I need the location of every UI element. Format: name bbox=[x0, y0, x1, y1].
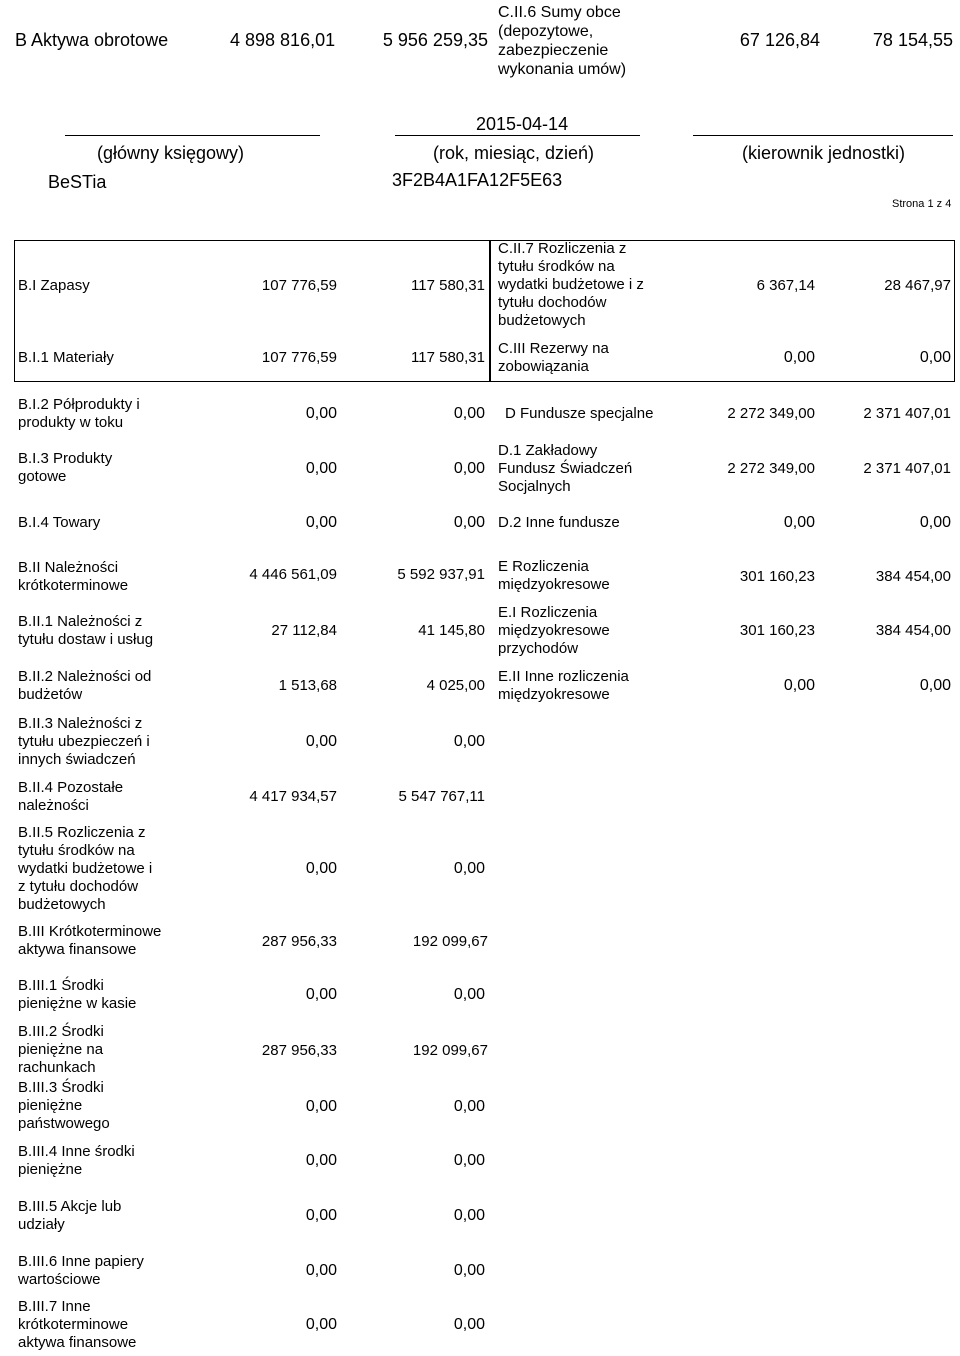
liability-value-2: 0,00 bbox=[919, 514, 951, 531]
asset-label-b-ii-4: B.II.4 Pozostałe należności bbox=[18, 779, 124, 814]
top-row-value-4: 78 154,55 bbox=[872, 30, 953, 50]
signature-right-caption: (kierownik jednostki) bbox=[742, 143, 906, 163]
asset-value-1: 0,00 bbox=[305, 1316, 337, 1333]
liability-value-1: 301 160,23 bbox=[739, 568, 815, 585]
liability-value-2: 2 371 407,01 bbox=[863, 405, 951, 422]
liability-label-d-1: D.1 Zakładowy Fundusz Świadczeń Socjalnych bbox=[498, 442, 633, 495]
liability-value-1: 0,00 bbox=[783, 677, 815, 694]
liability-value-2: 28 467,97 bbox=[884, 277, 951, 294]
signature-left-caption: (główny księgowy) bbox=[97, 143, 245, 163]
liability-value-2: 384 454,00 bbox=[875, 622, 951, 639]
asset-value-2: 4 025,00 bbox=[426, 677, 485, 694]
liability-label-c-ii-7: C.II.7 Rozliczenia z tytułu środków na wydatki budżetowe i z tytułu dochodów budżetowych bbox=[498, 240, 644, 329]
liability-label-c-iii: C.III Rezerwy na zobowiązania bbox=[498, 340, 609, 375]
asset-value-2: 0,00 bbox=[453, 460, 485, 477]
asset-value-2: 5 592 937,91 bbox=[397, 566, 485, 583]
asset-label-b-i: B.I Zapasy bbox=[18, 277, 90, 294]
asset-value-2: 192 099,67 bbox=[412, 933, 488, 950]
asset-value-2: 0,00 bbox=[453, 986, 485, 1003]
asset-value-1: 0,00 bbox=[305, 460, 337, 477]
top-row-mid-label: C.II.6 Sumy obce (depozytowe, zabezpieczenie wykonania umów) bbox=[498, 4, 627, 78]
asset-value-2: 192 099,67 bbox=[412, 1042, 488, 1059]
asset-label-b-ii-2: B.II.2 Należności od budżetów bbox=[18, 668, 152, 703]
asset-value-2: 5 547 767,11 bbox=[398, 788, 485, 805]
signature-line-mid bbox=[395, 135, 640, 136]
liability-value-1: 6 367,14 bbox=[756, 277, 815, 294]
asset-label-b-ii-3: B.II.3 Należności z tytułu ubezpieczeń i innych świadczeń bbox=[18, 715, 150, 768]
signature-date: 2015-04-14 bbox=[476, 114, 569, 134]
software-name: BeSTia bbox=[48, 172, 107, 192]
asset-label-b-ii-5: B.II.5 Rozliczenia z tytułu środków na wydatki budżetowe i z tytułu dochodów budżetowych bbox=[18, 824, 153, 913]
asset-value-1: 0,00 bbox=[305, 1152, 337, 1169]
liability-label-d: D Fundusze specjalne bbox=[505, 405, 654, 422]
asset-value-2: 0,00 bbox=[453, 1262, 485, 1279]
asset-label-b-ii-1: B.II.1 Należności z tytułu dostaw i usług bbox=[18, 613, 154, 648]
liability-value-2: 0,00 bbox=[919, 677, 951, 694]
asset-value-1: 287 956,33 bbox=[261, 933, 337, 950]
asset-value-2: 0,00 bbox=[453, 1316, 485, 1333]
asset-label-b-ii: B.II Należności krótkoterminowe bbox=[18, 559, 129, 594]
liability-label-e-i: E.I Rozliczenia międzyokresowe przychodów bbox=[498, 604, 610, 657]
asset-value-2: 0,00 bbox=[453, 1098, 485, 1115]
asset-label-b-iii-4: B.III.4 Inne środki pieniężne bbox=[18, 1143, 135, 1178]
signature-line-right bbox=[693, 135, 953, 136]
asset-value-1: 107 776,59 bbox=[261, 349, 337, 366]
top-row-value-3: 67 126,84 bbox=[739, 30, 820, 50]
asset-label-b-iii-6: B.III.6 Inne papiery wartościowe bbox=[18, 1253, 144, 1288]
asset-value-1: 0,00 bbox=[305, 860, 337, 877]
liability-value-1: 301 160,23 bbox=[739, 622, 815, 639]
top-row-value-1: 4 898 816,01 bbox=[230, 30, 336, 50]
liability-value-1: 0,00 bbox=[783, 349, 815, 366]
asset-value-1: 287 956,33 bbox=[261, 1042, 337, 1059]
liability-label-e: E Rozliczenia międzyokresowe bbox=[498, 558, 610, 593]
asset-value-2: 0,00 bbox=[453, 860, 485, 877]
document-code: 3F2B4A1FA12F5E63 bbox=[392, 170, 563, 190]
asset-value-2: 117 580,31 bbox=[411, 277, 485, 294]
liability-label-d-2: D.2 Inne fundusze bbox=[498, 514, 620, 531]
signature-line-left bbox=[65, 135, 320, 136]
asset-value-1: 0,00 bbox=[305, 1262, 337, 1279]
asset-value-2: 0,00 bbox=[453, 1207, 485, 1224]
asset-value-1: 107 776,59 bbox=[261, 277, 337, 294]
asset-value-2: 0,00 bbox=[453, 733, 485, 750]
asset-value-1: 27 112,84 bbox=[271, 622, 337, 639]
asset-label-b-iii-2: B.III.2 Środki pieniężne na rachunkach bbox=[18, 1023, 104, 1076]
asset-label-b-i-1: B.I.1 Materiały bbox=[18, 349, 114, 366]
asset-value-1: 4 417 934,57 bbox=[249, 788, 337, 805]
asset-value-2: 0,00 bbox=[453, 405, 485, 422]
asset-value-1: 0,00 bbox=[305, 1098, 337, 1115]
signature-mid-caption: (rok, miesiąc, dzień) bbox=[433, 143, 595, 163]
asset-value-1: 0,00 bbox=[305, 1207, 337, 1224]
asset-label-b-iii-1: B.III.1 Środki pieniężne w kasie bbox=[18, 977, 137, 1012]
asset-label-b-i-3: B.I.3 Produkty gotowe bbox=[18, 450, 113, 485]
liability-value-1: 0,00 bbox=[783, 514, 815, 531]
asset-label-b-iii-7: B.III.7 Inne krótkoterminowe aktywa finansowe bbox=[18, 1298, 137, 1351]
asset-label-b-iii-5: B.III.5 Akcje lub udziały bbox=[18, 1198, 122, 1233]
liability-value-1: 2 272 349,00 bbox=[727, 405, 815, 422]
asset-value-1: 0,00 bbox=[305, 514, 337, 531]
liability-value-2: 2 371 407,01 bbox=[863, 460, 951, 477]
liability-value-2: 384 454,00 bbox=[875, 568, 951, 585]
asset-value-1: 0,00 bbox=[305, 733, 337, 750]
asset-value-1: 0,00 bbox=[305, 986, 337, 1003]
asset-value-1: 1 513,68 bbox=[278, 677, 337, 694]
liability-value-2: 0,00 bbox=[919, 349, 951, 366]
asset-label-b-iii: B.III Krótkoterminowe aktywa finansowe bbox=[18, 923, 162, 958]
asset-value-1: 4 446 561,09 bbox=[249, 566, 337, 583]
asset-value-2: 0,00 bbox=[453, 514, 485, 531]
asset-label-b-iii-3: B.III.3 Środki pieniężne państwowego bbox=[18, 1079, 110, 1132]
liability-value-1: 2 272 349,00 bbox=[727, 460, 815, 477]
top-row-value-2: 5 956 259,35 bbox=[382, 30, 488, 50]
asset-value-2: 0,00 bbox=[453, 1152, 485, 1169]
asset-value-2: 117 580,31 bbox=[411, 349, 485, 366]
top-row-label: B Aktywa obrotowe bbox=[15, 30, 169, 50]
page-number: Strona 1 z 4 bbox=[892, 198, 952, 210]
asset-value-1: 0,00 bbox=[305, 405, 337, 422]
liability-label-e-ii: E.II Inne rozliczenia międzyokresowe bbox=[498, 668, 629, 703]
asset-value-2: 41 145,80 bbox=[418, 622, 485, 639]
asset-label-b-i-2: B.I.2 Półprodukty i produkty w toku bbox=[18, 396, 140, 431]
asset-label-b-i-4: B.I.4 Towary bbox=[18, 514, 101, 531]
